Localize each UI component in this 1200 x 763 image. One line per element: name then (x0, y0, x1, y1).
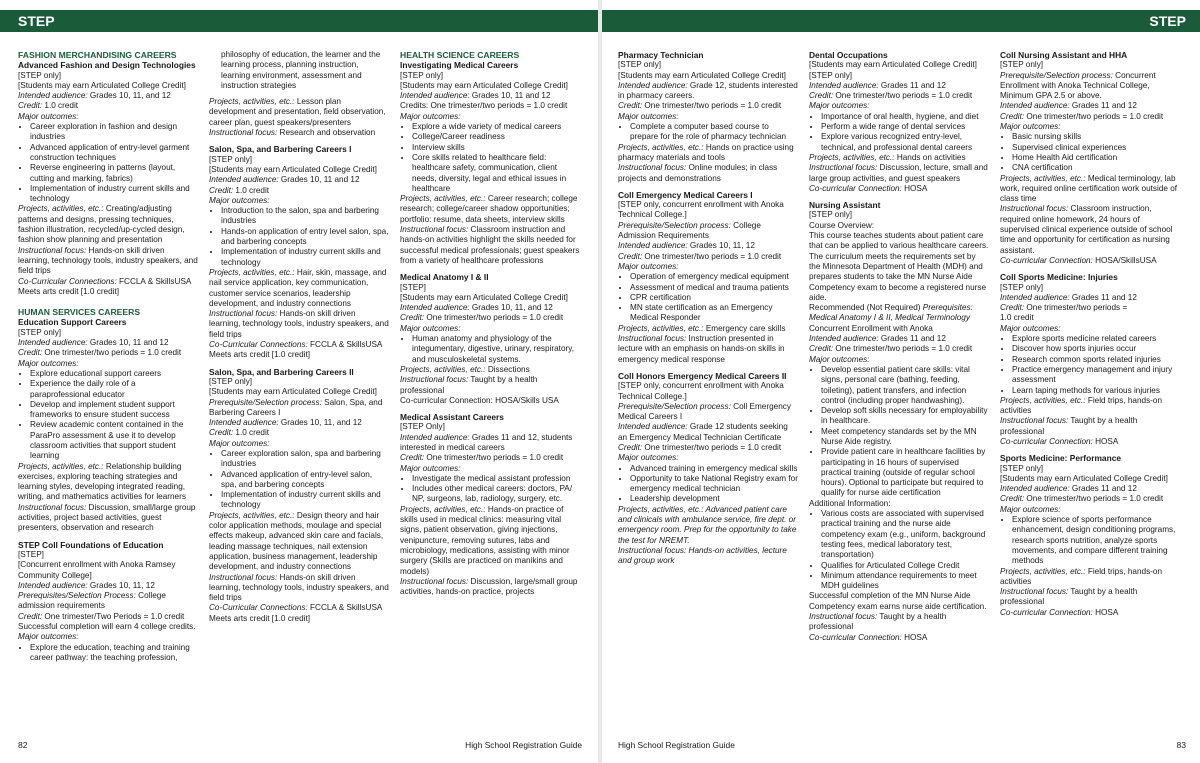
course-text: Projects, activities, etc.: Emergency care skills (618, 323, 786, 333)
course-text: Co-Curricular Connections: FCCLA & SkillsUSA (209, 603, 383, 613)
course-text: Credit: One trimester/two periods = 1.0 credit (809, 344, 973, 354)
course-text: Meets arts credit [1.0 credit] (209, 350, 311, 360)
course-text: [STEP only] (809, 210, 853, 220)
course-text: [STEP only] (18, 70, 62, 80)
course-text: Intended audience: Grades 10, 11, 12 (618, 241, 755, 251)
list-item: • Explore educational support careers (30, 369, 198, 379)
course-block (1000, 272, 1180, 447)
header-band (602, 10, 1200, 32)
course-text: Prerequisite/Selection process: Salon, Spa, and Barbering Careers I (209, 397, 383, 417)
column-6 (1000, 50, 1180, 624)
outcomes-list (400, 122, 580, 194)
list-item: • Complete a computer based course to prepare for the role of pharmacy technician (630, 122, 798, 143)
course-text: [Students may earn Articulated College Credit] (209, 387, 377, 397)
course-text: Course Overview: (809, 220, 875, 230)
course-text: Credit: 1.0 credit (209, 428, 270, 438)
list-item: • Includes other medical careers: doctors, PA/ NP, surgeons, lab, radiology, surgery, etc. (412, 484, 580, 505)
course-text: [Students may earn Articulated College Credit] (209, 164, 377, 174)
course-text: [STEP] (400, 282, 426, 292)
course-text: Projects, activities, etc.: Advanced patient care and clinicals with ambulance service, fire dept. or emergency room. Prep for the opportunity to take the test for NREMT. (618, 504, 797, 545)
list-item: • Experience the daily role of a paraprofessional educator (30, 379, 198, 400)
course-text: Recommended (Not Required) Prerequisites: (809, 303, 973, 313)
course-text: Credit: One trimester/two periods = 1.0 credit (809, 91, 973, 101)
course-title: Sports Medicine: Performance (1000, 453, 1122, 464)
outcomes-list (809, 112, 989, 153)
outcomes-list (618, 272, 798, 323)
list-item: • CNA certification (1012, 163, 1180, 173)
course-text: Major outcomes: (18, 632, 79, 642)
course-text: [STEP only] (618, 60, 662, 70)
course-title: Dental Occupations (809, 50, 888, 60)
course-text: [Students may earn Articulated College Credit] (400, 292, 568, 302)
list-item: • Home Health Aid certification (1012, 153, 1180, 163)
outcomes-list (809, 365, 989, 499)
course-text: Intended audience: Grades 10, 11, and 12 (209, 418, 362, 428)
course-title: STEP Coll Foundations of Education (18, 539, 164, 550)
list-item: • Opportunity to take National Registry exam for emergency medical technician (630, 474, 798, 495)
course-text: Credit: One trimester/two periods = 1.0 credit (618, 442, 782, 452)
list-item: • Perform a wide range of dental services (821, 122, 989, 132)
course-text: [STEP only] (1000, 282, 1044, 292)
list-item: • Explore the education, teaching and training career pathway: the teaching profession, (30, 643, 198, 664)
course-text: Instructional focus: Taught by a health professional (400, 375, 538, 395)
list-item: • Develop and implement student support frameworks to ensure student success (30, 400, 198, 421)
list-item: • Explore various recognized entry-level, technical, and professional dental careers (821, 132, 989, 153)
course-text: [Students may earn Articulated College Credit] (18, 80, 186, 90)
course-text: Instructional focus: Discussion, large/small group activities, hands-on practice, projects (400, 576, 578, 597)
course-text: Successful completion will earn 4 college credits. (18, 622, 196, 632)
list-item: • Introduction to the salon, spa and barbering industries (221, 206, 389, 227)
column-2 (209, 50, 389, 630)
column-3 (400, 50, 580, 603)
header-step-label: STEP (18, 13, 55, 29)
course-continuation: philosophy of education, the learner and the learning process, planning instruction, learning environment, assessment and instruction strategies (221, 50, 381, 90)
list-item: • Provide patient care in healthcare facilities by participating in 16 hours of supervised practical training (outside of regular school hours). Optional to participate but required to qualify for nurse aide certification (821, 447, 989, 498)
column-5 (809, 50, 989, 649)
course-block (809, 50, 989, 194)
list-item: • Core skills related to healthcare field: healthcare safety, communication, client needs, diversity, legal and ethical issues in healthcare (412, 153, 580, 194)
right-page (602, 0, 1200, 763)
list-item: • Research common sports related injuries (1012, 355, 1180, 365)
outcomes-list (18, 369, 198, 462)
course-text: [STEP only] (209, 376, 253, 386)
course-text: Intended audience: Grades 10, 11, and 12 (18, 91, 171, 101)
course-text: Major outcomes: (618, 111, 679, 121)
list-item: • Advanced training in emergency medical skills (630, 464, 798, 474)
course-text: Credit: 1.0 credit (18, 101, 79, 111)
course-title: Advanced Fashion and Design Technologies (18, 60, 196, 71)
course-text: Projects, activities, etc.: Medical terminology, lab work, required online certification work outside of class time (1000, 173, 1178, 204)
course-block (209, 144, 389, 360)
course-text: Projects, activities, etc.: Field trips, hands-on activities (1000, 395, 1163, 416)
course-text: Instructional focus: Classroom instruction and hands-on activities highlight the skills needed for successful medical professionals; guest speakers from a variety of healthcare professions (400, 225, 580, 265)
course-text: 1.0 credit (1000, 313, 1034, 323)
list-item: • Career exploration salon, spa and barbering industries (221, 449, 389, 470)
course-block (809, 200, 989, 643)
course-title: Medical Assistant Careers (400, 412, 504, 423)
course-text: Prerequisite/Selection process: Coll Emergency Medical Careers I (618, 401, 791, 422)
course-text: Projects, activities, etc.: Career research; college research; college/career shadow opportunities; portfolio: resume, data sheets, interview skills (400, 194, 578, 224)
course-block (209, 367, 389, 624)
outcomes-list (1000, 515, 1180, 566)
course-title: Nursing Assistant (809, 200, 881, 211)
course-text: Credit: One trimester/two periods = 1.0 credit (18, 348, 182, 358)
section-heading: HEALTH SCIENCE CAREERS (400, 50, 520, 60)
list-item: • Explore a wide variety of medical careers (412, 122, 580, 132)
course-text: Co-curricular Connection: HOSA (809, 632, 928, 642)
course-block (1000, 453, 1180, 618)
course-title: Salon, Spa, and Barbering Careers II (209, 366, 354, 377)
course-text: Projects, activities, etc.: Creating/adjusting patterns and designs, pressing techniques, fashion illustration, recycled/up-cycled design, fashion show planning and presentation (18, 204, 185, 245)
list-item: • Minimum attendance requirements to meet MDH guidelines (821, 571, 989, 592)
course-block (400, 412, 580, 597)
list-item: • Implementation of industry current skills and technology (30, 184, 198, 205)
list-item: • Basic nursing skills (1012, 132, 1180, 142)
course-block (618, 50, 798, 184)
course-text: Concurrent Enrollment with Anoka (809, 323, 933, 333)
course-text: Major outcomes: (209, 195, 270, 205)
course-text: Major outcomes: (809, 101, 870, 111)
course-text: Credit: One trimester/two periods = 1.0 credit (400, 313, 564, 323)
list-item: • Develop soft skills necessary for employability in healthcare. (821, 406, 989, 427)
course-text: Intended audience: Grades 11 and 12 (809, 80, 946, 90)
list-item: • Career exploration in fashion and design industries (30, 122, 198, 143)
course-title: Coll Emergency Medical Careers I (618, 189, 753, 200)
course-text: Projects, activities, etc.: Dissections (400, 364, 530, 374)
outcomes-list (18, 122, 198, 204)
outcomes-list (209, 449, 389, 511)
course-text: Intended audience: Grades 11 and 12 (1000, 101, 1137, 111)
course-text: Intended audience: Grades 10, 11, and 12 (400, 303, 553, 313)
list-item: • Practice emergency management and injury assessment (1012, 365, 1180, 386)
course-text: Instructional focus: Hands-on skill driven learning, technology tools, industry speakers, and field trips (18, 245, 198, 276)
course-text: Credit: One trimester/Two Periods = 1.0 credit (18, 611, 185, 621)
column-4 (618, 50, 798, 573)
course-block (1000, 50, 1180, 266)
course-text: Prerequisite/Selection process: Concurrent Enrollment with Anoka Technical College, Minimum GPA 2.5 or above. (1000, 70, 1156, 101)
course-text: Instructional focus: Hands-on skill driven learning, technology tools, industry speakers, and field trips (209, 572, 389, 603)
course-text: Credit: One trimester/two periods = (1000, 303, 1128, 313)
course-text: [STEP only] (209, 154, 253, 164)
course-text: Instructional focus: Discussion, small/large group activities, project based activities, guest presenters, observation and research (18, 502, 196, 533)
outcomes-list (400, 334, 580, 365)
course-block (618, 371, 798, 567)
course-text: Credit: One trimester/two periods = 1.0 credit (618, 101, 782, 111)
course-text: [STEP Only] (400, 422, 445, 432)
course-text: Instructional focus: Hands-on activities, lecture and group work (618, 545, 787, 566)
course-text: Major outcomes: (618, 261, 679, 271)
course-text: Projects, activities, etc.: Hands-on practice of skills used in medical clinics: measuring vital signs, patient observation, giving injections, venipuncture, removing sutures, labs and microbiology, medications, assisting with minor surgery (Skills are practiced on manikins and models) (400, 504, 570, 576)
course-title: Salon, Spa, and Barbering Careers I (209, 144, 352, 155)
section-heading: FASHION MERCHANDISING CAREERS (18, 50, 177, 60)
course-text: Co-curricular Connection: HOSA (809, 183, 928, 193)
footer-guide-title: High School Registration Guide (618, 740, 735, 750)
course-text: Co-curricular Connection: HOSA (1000, 607, 1119, 617)
list-item: • Qualifies for Articulated College Credit (821, 561, 989, 571)
course-text: Major outcomes: (1000, 122, 1061, 132)
list-item: • Discover how sports injuries occur (1012, 344, 1180, 354)
list-item: • Learn taping methods for various injuries (1012, 386, 1180, 396)
course-text: Credits: One trimester/two periods = 1.0 credit (400, 101, 568, 111)
course-text: [STEP only] (1000, 463, 1044, 473)
list-item: • College/Career readiness (412, 132, 580, 142)
course-text: Major outcomes: (400, 111, 461, 121)
course-text: Major outcomes: (1000, 504, 1061, 514)
course-title: Pharmacy Technician (618, 50, 704, 60)
left-page (0, 0, 598, 763)
course-text: Projects, activities, etc.: Lesson plan development and presentation, field observation, career plan, guest speakers/presenters (209, 97, 386, 127)
course-text: Additional Information: (809, 498, 891, 508)
list-item: • Reverse engineering in patterns (layout, cutting and marking, fabrics) (30, 163, 198, 184)
course-text: Major outcomes: (18, 111, 79, 121)
course-text: Intended audience: Grade 12 students seeking an Emergency Medical Technician Certificate (618, 422, 788, 442)
course-text: Instructional focus: Hands-on skill driven learning, technology tools, industry speakers, and field trips (209, 309, 389, 339)
list-item: • Various costs are associated with supervised practical training and the nurse aide competency exam (e.g., uniform, background testing fees, medical laboratory test, transportation) (821, 509, 989, 560)
course-block (209, 97, 389, 138)
course-text: Credit: One trimester/two periods = 1.0 credit (1000, 111, 1164, 121)
outcomes-list (618, 122, 798, 143)
course-text: Intended audience: Grades 11 and 12 (809, 334, 946, 344)
list-item: • Importance of oral health, hygiene, and diet (821, 112, 989, 122)
course-title: Coll Sports Medicine: Injuries (1000, 272, 1118, 283)
course-title: Education Support Careers (18, 317, 127, 328)
list-item: • Operation of emergency medical equipment (630, 272, 798, 282)
course-text: [STEP only] (1000, 60, 1044, 70)
course-text: Projects, activities, etc.: Hands on practice using pharmacy materials and tools (618, 142, 794, 162)
outcomes-list (209, 206, 389, 268)
course-text: Instructional focus: Instruction presented in lecture with an emphasis on hands-on skills in emergency medical response (618, 334, 785, 364)
course-text: [STEP] (18, 549, 44, 559)
course-text: Medical Anatomy I & II, Medical Terminology (809, 313, 970, 323)
page-number: 83 (1176, 740, 1186, 750)
course-text: Credit: 1.0 credit (209, 185, 270, 195)
course-text: Projects, activities, etc.: Field trips, hands-on activities (1000, 566, 1163, 586)
course-text: Instructional focus: Online modules; in class projects and demonstrations (618, 163, 778, 183)
info-list (809, 509, 989, 591)
course-text: Instructional focus: Taught by a health professional (1000, 587, 1138, 607)
course-text: Projects, activities, etc.: Relationship building exercises, exploring teaching strategies and learning styles, developing integrated reading, writing, and mathematics activities for learners (18, 461, 186, 502)
course-text: Projects, activities, etc.: Design theory and hair color application methods, moulage and special effects makeup, advanced skin care and facials, leading massage techniques, nail extension application, business management, leadership development, and industry connections (209, 510, 384, 572)
header-step-label: STEP (1149, 13, 1186, 29)
course-text: Co-Curricular Connections: FCCLA & SkillsUSA (209, 340, 383, 350)
course-block (618, 190, 798, 365)
course-text: Intended audience: Grades 10, 11 and 12 (209, 175, 360, 185)
course-text: Instructional focus: Taught by a health professional (809, 612, 947, 632)
course-block (400, 60, 580, 266)
list-item: • Explore sports medicine related careers (1012, 334, 1180, 344)
course-text: Co-curricular Connection: HOSA/SkillsUSA (1000, 255, 1157, 265)
list-item: • Leadership development (630, 494, 798, 504)
course-text: [STEP only] (809, 70, 853, 80)
course-text: [Students may earn Articulated College Credit] (618, 70, 786, 80)
column-1 (18, 50, 198, 669)
course-text: [STEP only] (18, 327, 62, 337)
course-text: Major outcomes: (618, 453, 679, 463)
course-text: Major outcomes: (1000, 323, 1061, 333)
course-text: Instructional focus: Research and observation (209, 128, 376, 138)
course-text: Credit: One trimester/two periods = 1.0 credit (400, 453, 564, 463)
course-block (400, 272, 580, 406)
course-block (18, 317, 198, 533)
course-text: Major outcomes: (400, 323, 461, 333)
course-text: Instructional focus: Classroom instruction, required online homework, 24 hours of supervised clinical experience outside of school time and opportunity for certification as nursing assistant. (1000, 204, 1173, 255)
list-item: • Hands-on application of entry level salon, spa, and barbering concepts (221, 227, 389, 248)
list-item: • Assessment of medical and trauma patients (630, 283, 798, 293)
course-text: Major outcomes: (400, 463, 461, 473)
course-text: This course teaches students about patient care that can be applied to various healthcare careers. The curriculum meets the requirements set by the Minnesota Department of Health (MDH) and prepares students to take the MN Nurse Aide Competency exam to become a registered nurse aide. (809, 231, 989, 302)
outcomes-list (1000, 132, 1180, 173)
list-item: • Meet competency standards set by the MN Nurse Aide registry. (821, 427, 989, 448)
course-text: Intended audience: Grades 11 and 12 (1000, 292, 1137, 302)
course-text: Intended audience: Grades 10, 11 and 12 (18, 338, 169, 348)
course-text: Prerequisites/Selection Process: College admission requirements (18, 591, 166, 611)
course-text: Intended audience: Grades 11 and 12 (1000, 484, 1137, 494)
course-title: Coll Nursing Assistant and HHA (1000, 50, 1128, 60)
header-band (0, 10, 598, 32)
list-item: • Review academic content contained in the ParaPro assessment & use it to develop classroom activities that support student learning (30, 420, 198, 461)
course-text: [Concurrent enrollment with Anoka Ramsey Community College] (18, 560, 176, 580)
outcomes-list (18, 643, 198, 664)
course-title: Medical Anatomy I & II (400, 272, 489, 283)
course-text: Major outcomes: (809, 354, 870, 364)
footer-guide-title: High School Registration Guide (465, 740, 582, 750)
course-text: Successful completion of the MN Nurse Aide Competency exam earns nurse aide certification. (809, 591, 987, 611)
list-item: • CPR certification (630, 293, 798, 303)
course-text: [Students may earn Articulated College Credit] (809, 60, 977, 70)
list-item: • MN state certification as an Emergency Medical Responder (630, 303, 798, 324)
list-item: • Develop essential patient care skills: vital signs, personal care (bathing, feeding, toileting), patient transfers, and infection control (including proper handwashing). (821, 365, 989, 406)
course-text: Co-curricular Connection: HOSA (1000, 436, 1119, 446)
course-text: Intended audience: Grades 11 and 12, students interested in medical careers (400, 432, 573, 452)
course-text: Major outcomes: (209, 438, 270, 448)
list-item: • Investigate the medical assistant profession (412, 474, 580, 484)
course-title: Coll Honors Emergency Medical Careers II (618, 370, 787, 381)
outcomes-list (400, 474, 580, 505)
list-item: • Explore science of sports performance enhancement, design conditioning programs, research sports nutrition, analyze sports movements, and compare different training methods (1012, 515, 1180, 566)
outcomes-list (618, 464, 798, 505)
course-block (18, 540, 198, 664)
course-text: Major outcomes: (18, 358, 79, 368)
course-text: Co-Curricular Connections: FCCLA & SkillsUSA (18, 276, 192, 286)
course-text: Credit: One trimester/two periods = 1.0 credit (1000, 494, 1164, 504)
course-text: Intended audience: Grades 10, 11 and 12 (400, 91, 551, 101)
course-title: Investigating Medical Careers (400, 60, 519, 71)
list-item: • Interview skills (412, 143, 580, 153)
course-text: Meets arts credit [1.0 credit] (18, 286, 120, 296)
course-text: [STEP only, concurrent enrollment with Anoka Technical College.] (618, 200, 784, 220)
course-text: [Students may earn Articulated College Credit] (1000, 473, 1168, 483)
course-block (18, 60, 198, 297)
outcomes-list (1000, 334, 1180, 396)
course-text: Meets arts credit [1.0 credit] (209, 613, 311, 623)
course-text: Instructional focus: Discussion, lecture, small and large group activities, and guest speakers (809, 163, 988, 183)
list-item: • Human anatomy and physiology of the integumentary, digestive, urinary, respiratory, and musculoskeletal systems. (412, 334, 580, 365)
course-text: [Students may earn Articulated College Credit] (400, 80, 568, 90)
page-number: 82 (18, 740, 28, 750)
list-item: • Advanced application of entry-level salon, spa, and barbering concepts (221, 470, 389, 491)
list-item: • Advanced application of entry-level garment construction techniques (30, 143, 198, 164)
list-item: • Implementation of industry current skills and technology (221, 247, 389, 268)
course-text: [STEP only, concurrent enrollment with Anoka Technical College.] (618, 381, 784, 401)
course-text: Projects, activities, etc.: Hands on activities (809, 152, 966, 162)
section-heading: HUMAN SERVICES CAREERS (18, 307, 141, 318)
course-text: Credit: One trimester/two periods = 1.0 credit (618, 251, 782, 261)
list-item: • Implementation of industry current skills and technology (221, 490, 389, 511)
course-text: Intended audience: Grade 12, students interested in pharmacy careers. (618, 80, 798, 101)
course-text: Intended audience: Grades 10, 11, 12 (18, 580, 155, 590)
course-text: Projects, activities, etc.: Hair, skin, massage, and nail service application, key communication, customer service scenarios, leadership development, and industry connections (209, 267, 387, 308)
course-text: Prerequisite/Selection process: College Admission Requirements (618, 220, 761, 241)
course-text: Co-curricular Connection: HOSA/Skills USA (400, 395, 559, 405)
course-text: [STEP only] (400, 70, 444, 80)
list-item: • Supervised clinical experiences (1012, 143, 1180, 153)
course-text: Instructional focus: Taught by a health professional (1000, 416, 1138, 436)
